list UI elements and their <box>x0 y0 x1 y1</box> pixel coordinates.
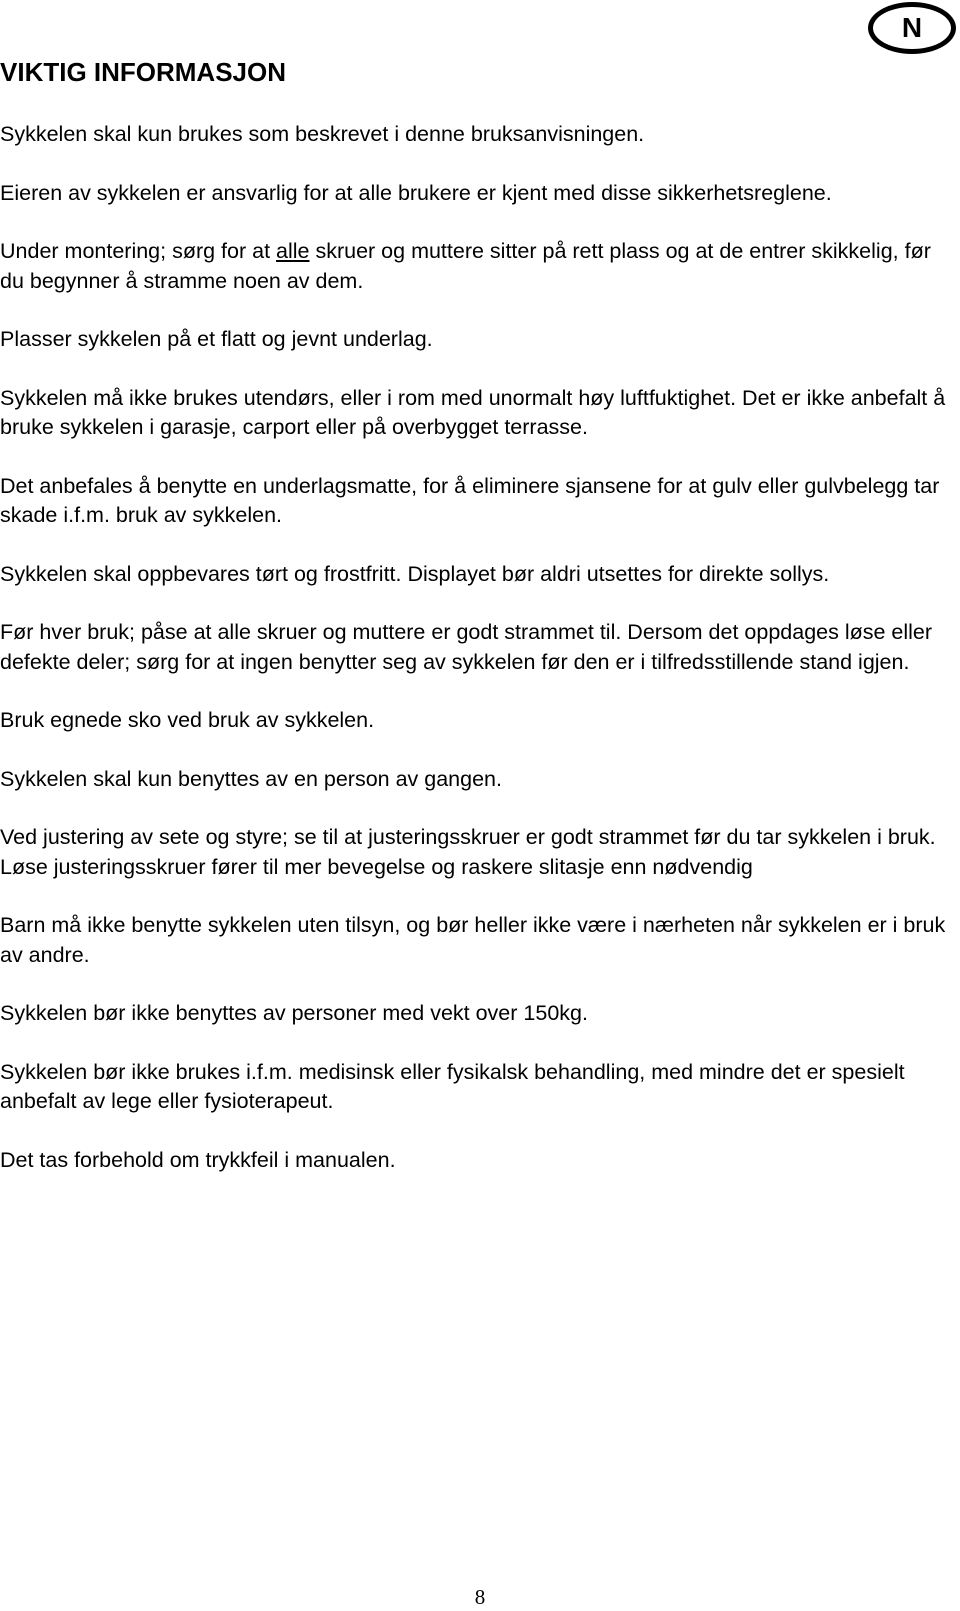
language-letter: N <box>901 12 923 43</box>
mounting-text-end: skruer og muttere sitter på rett plass og at de entrer skikkelig, før du begynner å stramme noen av dem. <box>0 239 931 293</box>
paragraph-owner-responsibility: Eieren av sykkelen er ansvarlig for at alle brukere er kjent med disse sikkerhetsreglene. <box>0 180 832 205</box>
paragraph-single-user: Sykkelen skal kun benyttes av en person av gangen. <box>0 766 502 791</box>
paragraph-disclaimer: Det tas forbehold om trykkfeil i manualen. <box>0 1147 396 1172</box>
paragraph-placement: Plasser sykkelen på et flatt og jevnt underlag. <box>0 327 433 351</box>
paragraph-children: Barn må ikke benytte sykkelen uten tilsyn, og bør heller ikke være i nærheten når sykkelen er i bruk av andre. <box>0 913 946 967</box>
paragraph-mounting <box>0 237 958 296</box>
page-title: VIKTIG INFORMASJON <box>0 57 287 87</box>
mounting-text-start: Under montering; sørg for at <box>0 239 277 263</box>
paragraph-floor-mat: Det anbefales å benytte en underlagsmatte, for å eliminere sjansene for at gulv eller gulvbelegg tar skade i.f.m. bruk av sykkelen. <box>0 473 940 527</box>
paragraph-usage: Sykkelen skal kun brukes som beskrevet i denne bruksanvisningen. <box>0 122 645 146</box>
paragraph-storage: Sykkelen skal oppbevares tørt og frostfritt. Displayet bør aldri utsettes for direkte sollys. <box>0 561 830 586</box>
language-badge <box>868 2 956 54</box>
safety-information <box>0 120 958 1204</box>
paragraph-weight-limit: Sykkelen bør ikke benyttes av personer med vekt over 150kg. <box>0 1001 588 1025</box>
paragraph-environment: Sykkelen må ikke brukes utendørs, eller i rom med unormalt høy luftfuktighet. Det er ikke anbefalt å bruke sykkelen i garasje, carport eller på overbygget terrasse. <box>0 385 946 439</box>
paragraph-medical: Sykkelen bør ikke brukes i.f.m. medisinsk eller fysikalsk behandling, med mindre det er spesielt anbefalt av lege eller fysioterapeut. <box>0 1059 905 1113</box>
mounting-emphasis: alle <box>276 239 310 263</box>
paragraph-pre-use-check: Før hver bruk; påse at alle skruer og muttere er godt strammet til. Dersom det oppdages løse eller defekte deler; sørg for at ingen benytter seg av sykkelen før den er i tilfredsstillende stand igjen. <box>0 620 933 674</box>
paragraph-footwear: Bruk egnede sko ved bruk av sykkelen. <box>0 708 375 732</box>
paragraph-adjustment: Ved justering av sete og styre; se til at justeringsskruer er godt strammet før du tar sykkelen i bruk. Løse justeringsskruer fører til mer bevegelse og raskere slitasje enn nødvendig <box>0 825 936 879</box>
page-number: 8 <box>474 1585 486 1609</box>
